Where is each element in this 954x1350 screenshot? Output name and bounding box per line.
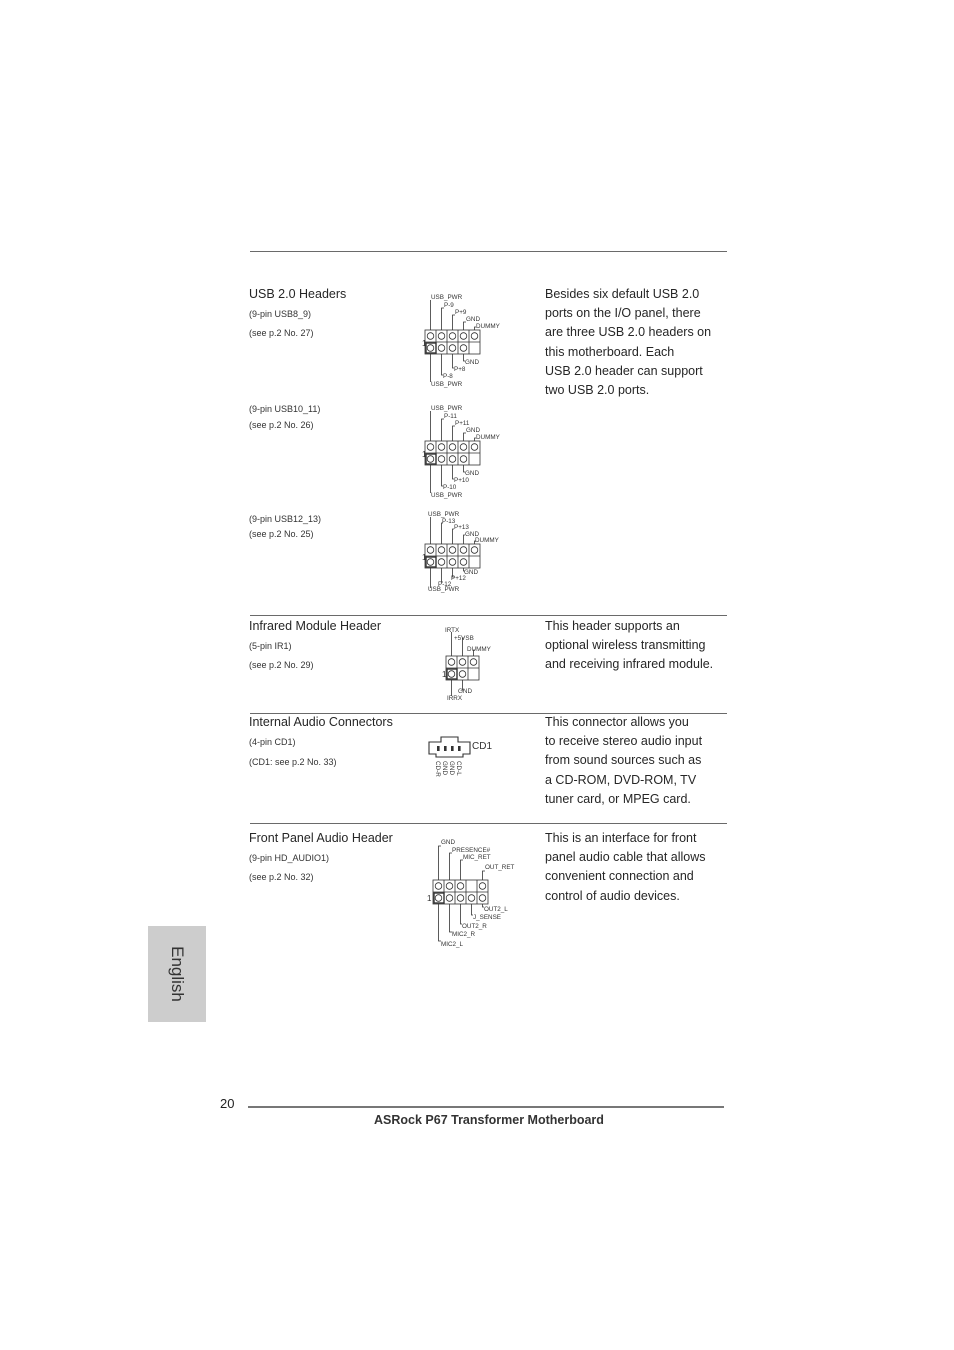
footer-rule	[248, 1106, 724, 1108]
pin-one-marker: 1	[422, 450, 427, 459]
p-minus-label: P-12	[438, 581, 452, 588]
mic2-r-label: MIC2_R	[452, 931, 476, 938]
description-line: optional wireless transmitting	[545, 638, 706, 653]
audio-connectors-title: Internal Audio Connectors	[249, 715, 393, 729]
description-line: to receive stereo audio input	[545, 734, 703, 749]
usb-header3-pinout-diagram	[412, 508, 522, 596]
description-line: two USB 2.0 ports.	[545, 382, 650, 397]
usb-header1-pinout-diagram	[415, 290, 525, 390]
description-line: This is an interface for front	[545, 831, 697, 845]
usb-header2-see-ref: (see p.2 No. 26)	[249, 420, 314, 430]
language-label: English	[168, 946, 187, 1002]
dummy-label: DUMMY	[476, 434, 500, 441]
usb-pwr-label: USB_PWR	[428, 511, 460, 518]
audio-connectors-pin-label: (4-pin CD1)	[249, 737, 296, 747]
infrared-pin-label: (5-pin IR1)	[249, 641, 292, 651]
infrared-pinout-diagram	[437, 624, 507, 706]
front-audio-pinout-diagram	[422, 835, 532, 953]
usb-headers-title: USB 2.0 Headers	[249, 287, 347, 301]
usb-header3-pin-label: (9-pin USB12_13)	[249, 514, 322, 524]
description-line: and receiving infrared module.	[545, 657, 714, 672]
description-line: This connector allows you	[545, 715, 689, 729]
gnd-label: GND	[465, 359, 479, 366]
description-line: USB 2.0 header can support	[545, 363, 703, 378]
gnd-label: GND	[466, 316, 480, 323]
description-line: convenient connection and	[545, 869, 694, 884]
out-ret-label: OUT_RET	[485, 864, 515, 871]
p-minus-label: P-8	[443, 373, 453, 380]
dummy-label: DUMMY	[476, 323, 500, 330]
out2-r-label: OUT2_R	[462, 923, 487, 930]
usb-headers-description	[545, 285, 711, 400]
infrared-see-ref: (see p.2 No. 29)	[249, 660, 314, 670]
gnd-label: GND	[458, 688, 472, 695]
infrared-header-title: Infrared Module Header	[249, 619, 382, 633]
description-line: This header supports an	[545, 619, 680, 633]
p-plus-label: P+11	[455, 420, 470, 427]
description-line: ports on the I/O panel, there	[545, 306, 701, 321]
gnd-pin-label: GND	[448, 761, 455, 775]
section-divider	[250, 823, 727, 824]
description-line: are three USB 2.0 headers on	[545, 325, 712, 340]
pin-one-marker: 1	[427, 894, 432, 903]
cd-r-pin-label: CD-R	[434, 761, 441, 777]
description-line: a CD-ROM, DVD-ROM, TV	[545, 772, 697, 787]
usb-pwr-label: USB_PWR	[431, 294, 463, 301]
dummy-label: DUMMY	[475, 537, 499, 544]
front-audio-see-ref: (see p.2 No. 32)	[249, 872, 314, 882]
front-audio-pin-label: (9-pin HD_AUDIO1)	[249, 853, 330, 863]
top-rule	[250, 251, 727, 252]
presence-label: PRESENCE#	[452, 847, 491, 854]
description-line: this motherboard. Each	[545, 344, 675, 359]
audio-connectors-see-ref: (CD1: see p.2 No. 33)	[249, 757, 337, 767]
p-plus-label: P+13	[454, 524, 469, 531]
p-minus-label: P-10	[443, 484, 457, 491]
page-number: 20	[220, 1096, 235, 1111]
usb-header3-see-ref: (see p.2 No. 25)	[249, 529, 314, 539]
front-audio-title: Front Panel Audio Header	[249, 831, 393, 845]
gnd-pin-label: GND	[441, 761, 448, 775]
cd1-label: CD1	[472, 741, 493, 752]
description-line: tuner card, or MPEG card.	[545, 791, 691, 806]
audio-connectors-description	[545, 713, 702, 809]
usb-pwr-label: USB_PWR	[431, 381, 463, 388]
front-audio-description	[545, 829, 706, 906]
usb-header2-pin-label: (9-pin USB10_11)	[249, 404, 321, 414]
irtx-label: IRTX	[445, 627, 460, 634]
out2-l-label: OUT2_L	[484, 906, 508, 913]
gnd-label: GND	[441, 839, 455, 846]
description-line: Besides six default USB 2.0	[545, 287, 700, 301]
gnd-label: GND	[465, 531, 479, 538]
usb-header1-pin-label: (9-pin USB8_9)	[249, 309, 312, 319]
irrx-label: IRRX	[447, 695, 463, 702]
usb-header2-pinout-diagram	[415, 401, 525, 501]
infrared-description	[545, 617, 713, 675]
cd-l-pin-label: CD-L	[455, 761, 462, 776]
gnd-label: GND	[464, 569, 478, 576]
p-plus-label: P+10	[454, 477, 469, 484]
pin-one-marker: 1	[442, 670, 447, 679]
p-plus-label: P+9	[455, 309, 467, 316]
p-minus-label: P-13	[442, 518, 456, 525]
cd1-connector-diagram	[425, 730, 505, 785]
mic2-l-label: MIC2_L	[441, 941, 464, 948]
p-minus-label: P-9	[444, 302, 454, 309]
p-plus-label: P+8	[454, 366, 466, 373]
footer-product-name: ASRock P67 Transformer Motherboard	[374, 1113, 604, 1127]
language-side-tab	[148, 926, 206, 1022]
description-line: panel audio cable that allows	[545, 850, 706, 865]
section-divider	[250, 615, 727, 616]
dummy-label: DUMMY	[467, 646, 491, 653]
description-line: control of audio devices.	[545, 888, 680, 903]
usb-header1-see-ref: (see p.2 No. 27)	[249, 328, 314, 338]
j-sense-label: J_SENSE	[473, 914, 501, 921]
pin-one-marker: 1	[422, 339, 427, 348]
usb-pwr-label: USB_PWR	[431, 492, 463, 499]
description-line: from sound sources such as	[545, 753, 702, 768]
gnd-label: GND	[465, 470, 479, 477]
usb-pwr-label: USB_PWR	[428, 586, 460, 593]
pin-one-marker: 1	[422, 553, 427, 562]
p-plus-label: P+12	[451, 575, 466, 582]
p-minus-label: P-11	[444, 413, 457, 420]
vsb-label: +5VSB	[454, 635, 474, 642]
gnd-label: GND	[466, 427, 480, 434]
mic-ret-label: MIC_RET	[463, 854, 491, 861]
usb-pwr-label: USB_PWR	[431, 405, 463, 412]
